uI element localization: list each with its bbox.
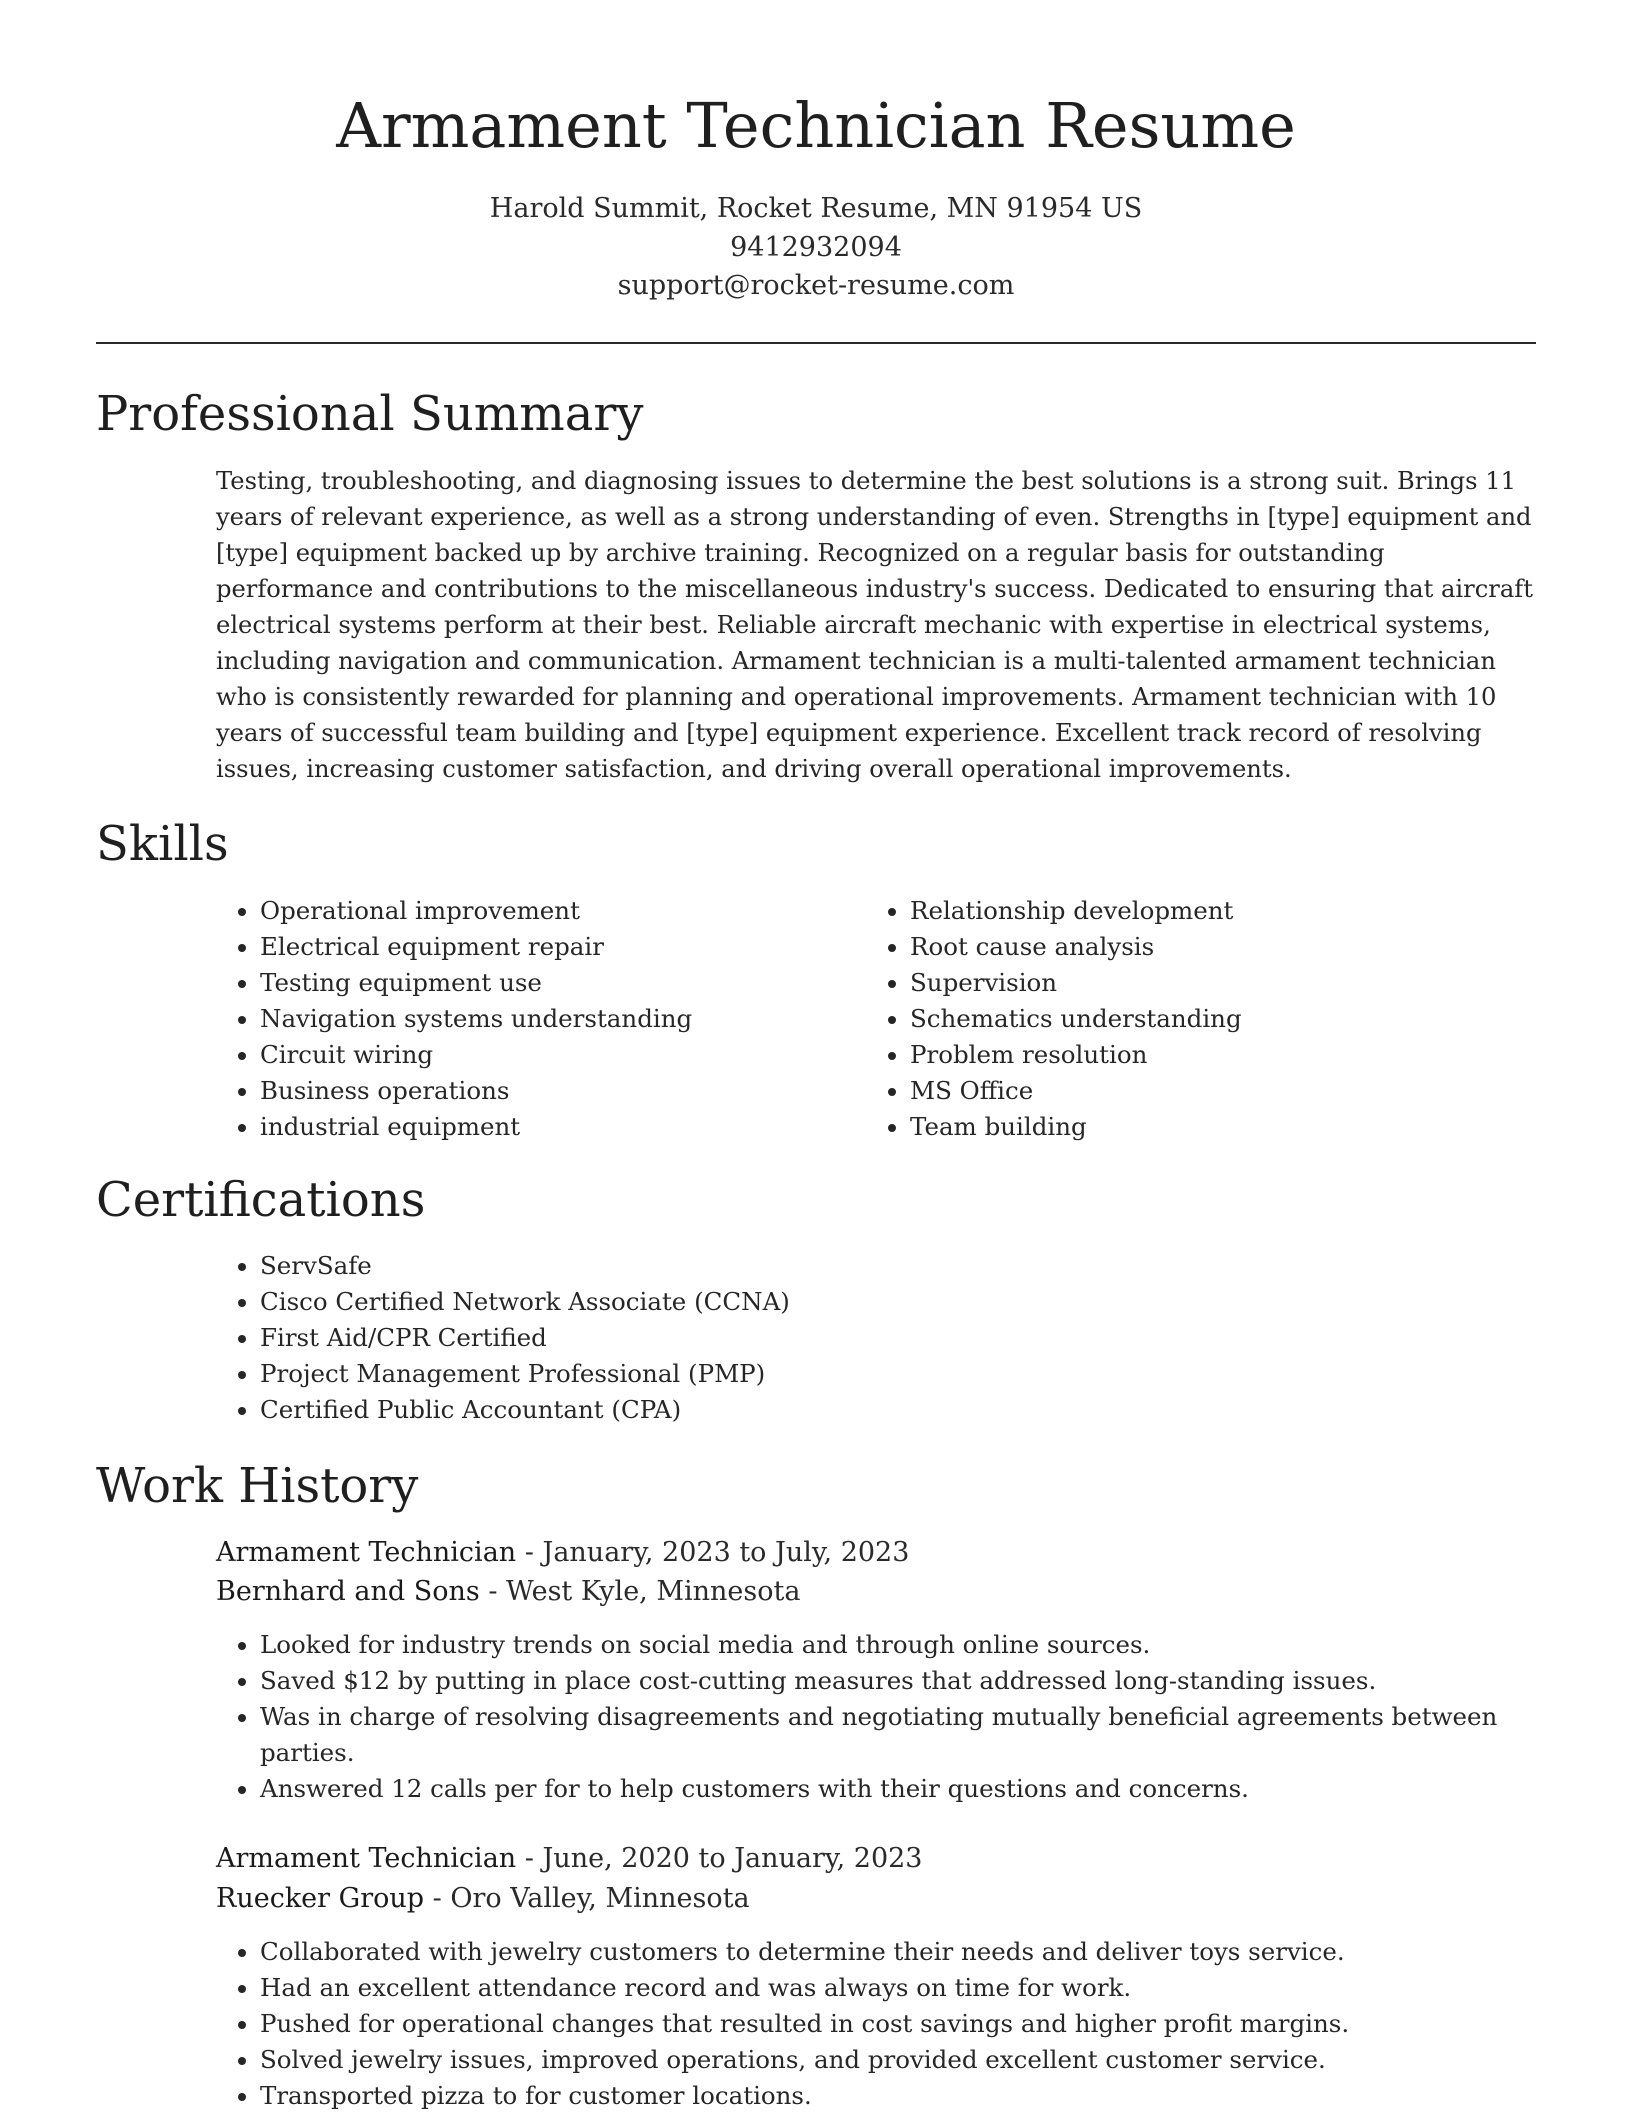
job-title: Armament Technician — [216, 1537, 517, 1568]
list-item: • Solved jewelry issues, improved operations, and provided excellent customer service. — [260, 2042, 1510, 2078]
list-item: • Electrical equipment repair — [260, 929, 820, 965]
list-item: • Was in charge of resolving disagreements and negotiating mutually beneficial agreements between parties. — [260, 1699, 1510, 1771]
separator: - — [524, 1843, 543, 1874]
job-title: Armament Technician — [216, 1843, 517, 1874]
job-bullets — [216, 1627, 1510, 1807]
list-item: • Supervision — [910, 965, 1510, 1001]
job-title-line — [216, 1533, 909, 1573]
separator: - — [524, 1537, 543, 1568]
contact-phone: 9412932094 — [730, 232, 902, 263]
section-heading-work-history: Work History — [96, 1458, 419, 1514]
list-item: • Answered 12 calls per for to help customers with their questions and concerns. — [260, 1771, 1510, 1807]
section-heading-summary: Professional Summary — [96, 386, 644, 442]
list-item: • Root cause analysis — [910, 929, 1510, 965]
list-item: • Team building — [910, 1109, 1510, 1145]
skills-list-right — [866, 893, 1510, 1145]
list-item: • Collaborated with jewelry customers to determine their needs and deliver toys service. — [260, 1934, 1510, 1970]
job-title-line — [216, 1839, 922, 1879]
list-item: • Saved $12 by putting in place cost-cutting measures that addressed long-standing issues. — [260, 1663, 1510, 1699]
job-company-line — [216, 1879, 750, 1919]
list-item: • Certified Public Accountant (CPA) — [260, 1392, 1560, 1428]
job-company: Bernhard and Sons — [216, 1576, 480, 1607]
job-dates: June, 2020 to January, 2023 — [542, 1843, 923, 1874]
resume-title: Armament Technician Resume — [336, 89, 1296, 162]
job-company-line — [216, 1572, 800, 1612]
list-item: • industrial equipment — [260, 1109, 820, 1145]
list-item: • Problem resolution — [910, 1037, 1510, 1073]
job-location: West Kyle, Minnesota — [506, 1576, 801, 1607]
list-item: • ServSafe — [260, 1248, 1560, 1284]
list-item: • Circuit wiring — [260, 1037, 820, 1073]
contact-address: Harold Summit, Rocket Resume, MN 91954 US — [489, 193, 1143, 224]
list-item: • First Aid/CPR Certified — [260, 1320, 1560, 1356]
contact-email: support@rocket-resume.com — [617, 270, 1015, 301]
job-bullets — [216, 1934, 1510, 2114]
section-heading-certifications: Certifications — [96, 1172, 426, 1228]
list-item: • Cisco Certified Network Associate (CCNA) — [260, 1284, 1560, 1320]
summary-text: Testing, troubleshooting, and diagnosing issues to determine the best solutions is a strong suit. Brings 11 years of relevant experience, as well as a strong understanding of even. Strengths in [type] equipment and [type] equipment backed up by archive training. Recognized on a regular basis for outstanding performance and contributions to the miscellaneous industry's success. Dedicated to ensuring that aircraft electrical systems perform at their best. Reliable aircraft mechanic with expertise in electrical systems, including navigation and communication. Armament technician is a multi-talented armament technician who is consistently rewarded for planning and operational improvements. Armament technician with 10 years of successful team building and [type] equipment experience. Excellent track record of resolving issues, increasing customer satisfaction, and driving overall operational improvements. — [216, 467, 1533, 783]
list-item: • Relationship development — [910, 893, 1510, 929]
list-item: • Transported pizza to for customer locations. — [260, 2078, 1510, 2114]
separator: - — [432, 1883, 451, 1914]
list-item: • Pushed for operational changes that resulted in cost savings and higher profit margins. — [260, 2006, 1510, 2042]
section-heading-skills: Skills — [96, 816, 229, 872]
list-item: • Testing equipment use — [260, 965, 820, 1001]
list-item: • Operational improvement — [260, 893, 820, 929]
list-item: • Business operations — [260, 1073, 820, 1109]
job-location: Oro Valley, Minnesota — [450, 1883, 750, 1914]
separator: - — [488, 1576, 507, 1607]
skills-list-left — [216, 893, 820, 1145]
list-item: • Had an excellent attendance record and was always on time for work. — [260, 1970, 1510, 2006]
job-company: Ruecker Group — [216, 1883, 425, 1914]
header-divider — [96, 342, 1536, 344]
list-item: • Schematics understanding — [910, 1001, 1510, 1037]
certifications-list — [216, 1248, 1560, 1428]
list-item: • Navigation systems understanding — [260, 1001, 820, 1037]
list-item: • MS Office — [910, 1073, 1510, 1109]
job-dates: January, 2023 to July, 2023 — [542, 1537, 910, 1568]
list-item: • Project Management Professional (PMP) — [260, 1356, 1560, 1392]
list-item: • Looked for industry trends on social media and through online sources. — [260, 1627, 1510, 1663]
